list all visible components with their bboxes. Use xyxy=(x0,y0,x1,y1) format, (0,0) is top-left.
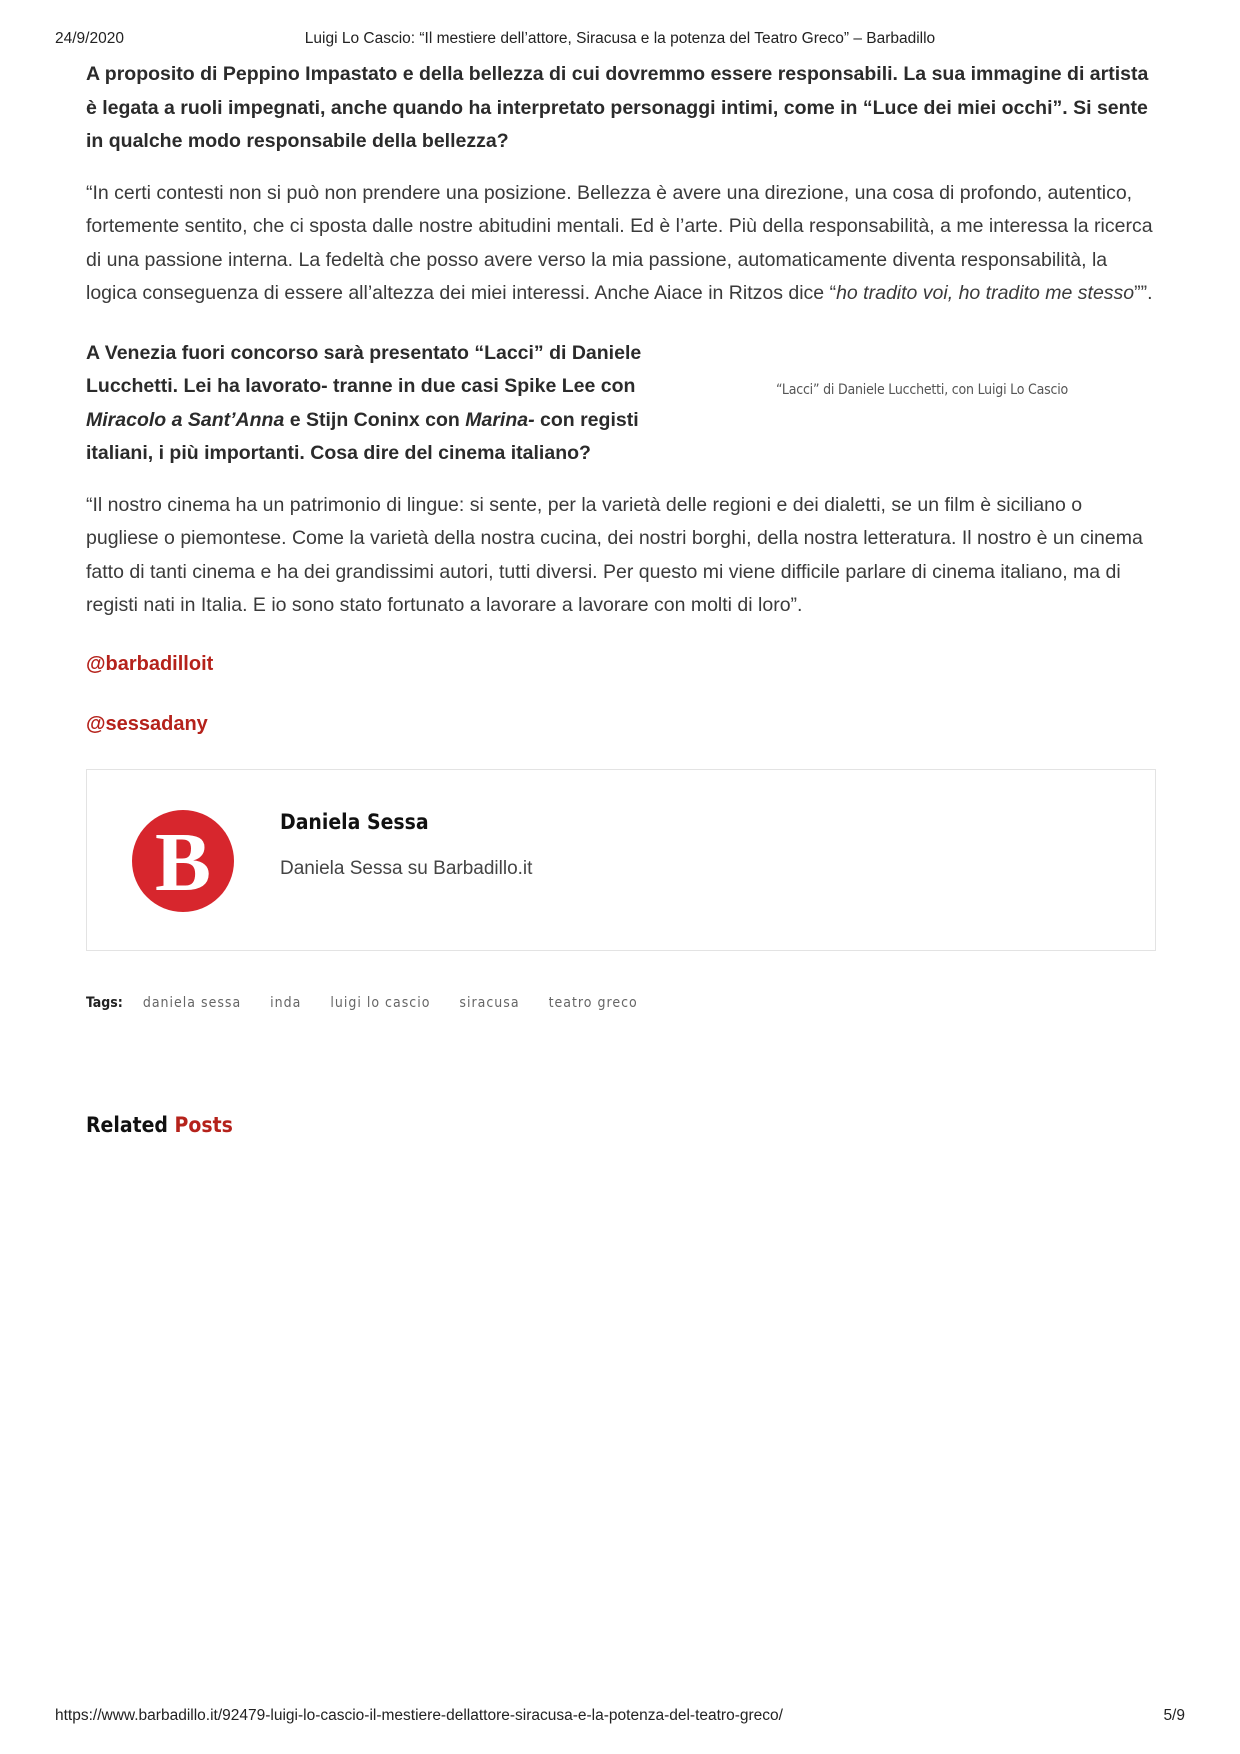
question-2-film-2: Marina- xyxy=(465,408,535,431)
answer-1-text: “In certi contesti non si può non prendere una posizione. Bellezza è avere una direzione, una cosa di profondo, autentico, fortemente sentito, che ci sposta dalle nostre abitudini mentali. Ed è l’arte. Più della responsabilità, a me interessa la ricerca di una passione interna. La fedeltà che posso avere verso la mia passione, automaticamente diventa responsabilità, la logica conseguenza di essere all’altezza dei miei interessi. Anche Aiace in Ritzos dice “ xyxy=(86,181,1153,304)
interview-answer-1 xyxy=(86,177,1156,311)
interview-question-1: A proposito di Peppino Impastato e della bellezza di cui dovremmo essere responsabili. La sua immagine di artista è legata a ruoli impegnati, anche quando ha interpretato personaggi intimi, come in “Luce dei miei occhi”. Si sente in qualche modo responsabile della bellezza? xyxy=(86,63,1149,152)
interview-question-2 xyxy=(86,337,686,471)
article-content xyxy=(86,58,1156,1137)
question-2-text-c: con registi italiani, i più importanti. Cosa dire del cinema italiano? xyxy=(86,408,639,464)
question-with-figure xyxy=(86,337,1156,471)
tag-link[interactable]: daniela sessa xyxy=(142,994,242,1011)
social-link-sessadany[interactable]: @sessadany xyxy=(86,712,208,735)
print-date: 24/9/2020 xyxy=(55,30,124,47)
posts-label: Posts xyxy=(174,1112,233,1137)
author-description: Daniela Sessa su Barbadillo.it xyxy=(280,857,533,879)
answer-1-quote: ho tradito voi, ho tradito me stesso xyxy=(836,282,1135,304)
print-url: https://www.barbadillo.it/92479-luigi-lo-cascio-il-mestiere-dellattore-siracusa-e-la-potenza-del-teatro-greco/ xyxy=(55,1707,783,1724)
question-2-film-1: Miracolo a Sant’Anna xyxy=(86,408,285,431)
tag-link[interactable]: luigi lo cascio xyxy=(330,994,431,1011)
print-header xyxy=(55,30,1185,50)
author-avatar[interactable] xyxy=(132,810,234,912)
print-page-title: Luigi Lo Cascio: “Il mestiere dell’attore, Siracusa e la potenza del Teatro Greco” – Barbadillo xyxy=(304,30,936,47)
interview-answer-2: “Il nostro cinema ha un patrimonio di lingue: si sente, per la varietà delle regioni e dei dialetti, se un film è siciliano o pugliese o piemontese. Come la varietà della nostra cucina, dei nostri borghi, della nostra letteratura. Il nostro è un cinema fatto di tanti cinema e ha dei grandissimi autori, tutti diversi. Per questo mi viene difficile parlare di cinema italiano, ma di registi nati in Italia. E io sono stato fortunato a lavorare a lavorare con molti di loro”. xyxy=(86,493,1143,616)
social-link-barbadillo[interactable]: @barbadilloit xyxy=(86,652,214,675)
tags-list xyxy=(86,995,1156,1011)
print-footer xyxy=(55,1707,1185,1727)
barbadillo-logo-icon: B xyxy=(154,815,212,909)
tag-link[interactable]: teatro greco xyxy=(548,994,638,1011)
tags-label: Tags: xyxy=(86,994,123,1011)
answer-1-end: ””. xyxy=(1134,282,1153,304)
question-2-text-a: A Venezia fuori concorso sarà presentato “Lacci” di Daniele Lucchetti. Lei ha lavorato- tranne in due casi Spike Lee con xyxy=(86,341,642,397)
related-label: Related xyxy=(86,1112,168,1137)
related-posts-heading xyxy=(86,1113,1156,1137)
image-caption: “Lacci” di Daniele Lucchetti, con Luigi Lo Cascio xyxy=(776,381,1069,398)
tag-link[interactable]: siracusa xyxy=(459,994,520,1011)
page-number: 5/9 xyxy=(1163,1707,1185,1724)
question-2-text-b: e Stijn Coninx con xyxy=(284,408,466,431)
author-box xyxy=(86,769,1156,951)
tag-link[interactable]: inda xyxy=(270,994,302,1011)
author-name[interactable]: Daniela Sessa xyxy=(280,809,429,834)
